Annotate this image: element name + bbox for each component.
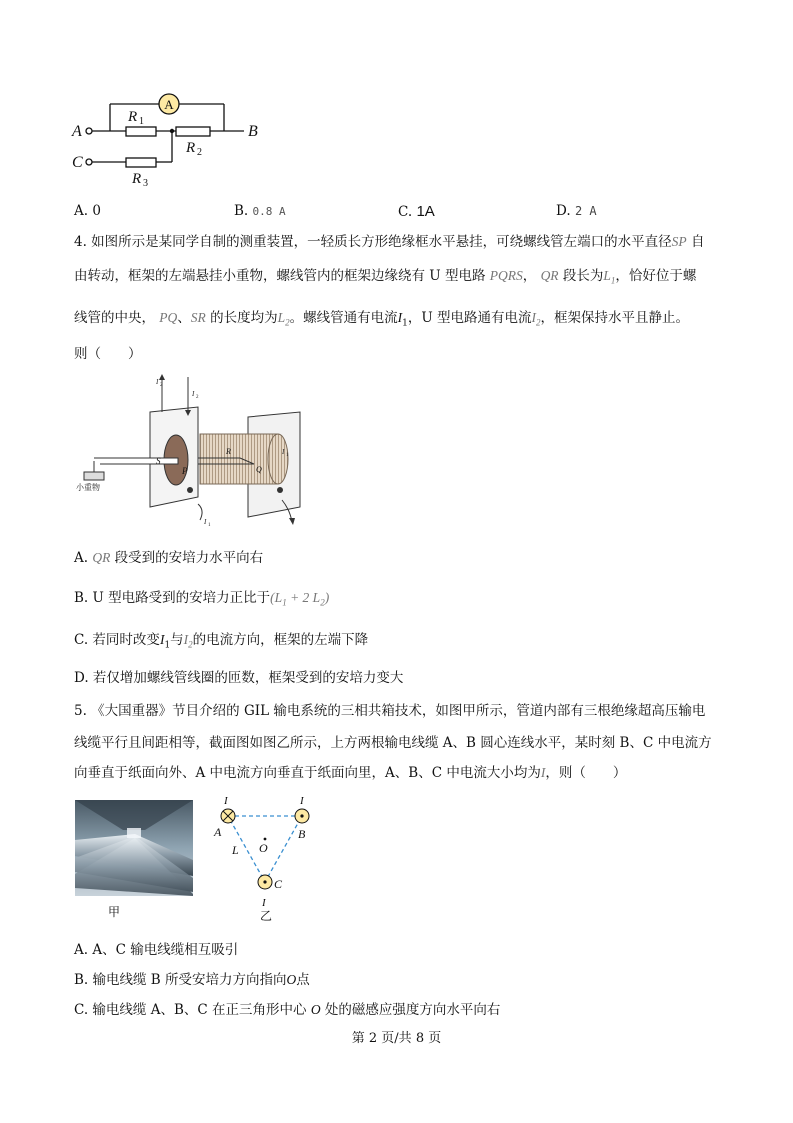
- label-ic: I: [262, 897, 266, 909]
- q4-option-c: C. 若同时改变$I_1$与$I_2$的电流方向，框架的左端下降: [74, 632, 369, 651]
- q4-stem-line2: 由转动，框架的左端悬挂小重物，螺线管内的框架边缘绕有 U 型电路 PQRS， QR 段长为$L_1$，恰好位于螺: [74, 268, 697, 286]
- page-footer: 第 2 页/共 8 页: [351, 1031, 442, 1046]
- photo-caption: 甲: [108, 905, 121, 919]
- svg-text:1: 1: [208, 523, 211, 528]
- fig-p: P: [182, 466, 188, 476]
- label-l: L: [232, 843, 239, 857]
- q5-stem-line3: 向垂直于纸面向外、A 中电流方向垂直于纸面向里，A、B、C 中电流大小均为I，则（ ）: [74, 765, 627, 781]
- r1-label: R: [128, 109, 138, 125]
- label-ia: I: [224, 796, 228, 807]
- svg-text:1: 1: [286, 453, 289, 458]
- q4-stem-line3: 线管的中央， PQ、SR 的长度均为$L_2$。螺线管通有电流$I_1$，U 型电路通有电流$I_2$，框架保持水平且静止。: [74, 310, 690, 329]
- q5-option-b: B. 输电线缆 B 所受安培力方向指向O点: [74, 972, 310, 988]
- r1-sub: 1: [139, 116, 144, 127]
- gil-tunnel-photo: [75, 800, 193, 896]
- solenoid-figure: [70, 372, 310, 532]
- label-c: C: [274, 877, 283, 891]
- fig-s: S: [156, 456, 161, 466]
- fig-i2-left: I: [156, 378, 159, 386]
- terminal-c-label: C: [72, 154, 83, 171]
- r3-label: R: [132, 171, 142, 187]
- q4-option-d: D. 若仅增加螺线管线圈的匝数，框架受到的安培力变大: [74, 670, 404, 686]
- label-a: A: [214, 825, 222, 839]
- r3-sub: 3: [143, 178, 148, 189]
- label-ib: I: [300, 796, 304, 807]
- r2-label: R: [186, 140, 196, 156]
- q4-stem-line4: 则（ ）: [74, 346, 142, 362]
- q5-stem-line2: 线缆平行且间距相等，截面图如图乙所示，上方两根输电线缆 A、B 圆心连线水平，某时刻 B、C 中电流方: [74, 735, 712, 751]
- svg-text:2: 2: [196, 395, 199, 400]
- label-b: B: [298, 827, 306, 841]
- q3-option-a: A. 0: [74, 203, 101, 219]
- diagram-caption: 乙: [260, 909, 273, 922]
- q4-option-a: A. QR 段受到的安培力水平向右: [74, 550, 264, 566]
- fig-i2-right: I: [192, 390, 195, 398]
- q3-option-d: D. 2 A: [556, 203, 597, 219]
- q5-option-c: C. 输电线缆 A、B、C 在正三角形中心 O 处的磁感应强度方向水平向右: [74, 1002, 501, 1018]
- q3-option-c: C. 1A: [398, 203, 435, 220]
- q5-option-a: A. A、C 输电线缆相互吸引: [74, 942, 239, 958]
- fig-i1-top: I: [282, 448, 285, 456]
- terminal-a-label: A: [72, 123, 82, 140]
- fig-weight: 小重物: [76, 483, 100, 492]
- terminal-b-label: B: [248, 123, 258, 140]
- label-o: O: [259, 841, 268, 855]
- q5-stem-line1: 5. 《大国重器》节目介绍的 GIL 输电系统的三相共箱技术，如图甲所示，管道内部有三根绝缘超高压输电: [74, 703, 706, 719]
- svg-text:2: 2: [160, 383, 163, 388]
- circuit-diagram: [66, 84, 266, 194]
- cable-cross-section: [210, 796, 322, 922]
- q4-stem-line1: 4. 如图所示是某同学自制的测重装置，一轻质长方形绝缘框水平悬挂，可绕螺线管左端口的水平直径SP 自: [74, 234, 705, 250]
- q3-option-b: B. 0.8 A: [234, 203, 286, 219]
- fig-i1-bottom: I: [204, 518, 207, 526]
- q4-option-b: B. U 型电路受到的安培力正比于($L_1 + 2$ $L_2$): [74, 590, 330, 608]
- fig-r: R: [226, 447, 231, 456]
- ammeter-label: A: [164, 97, 174, 112]
- fig-q: Q: [256, 465, 262, 474]
- r2-sub: 2: [197, 147, 202, 158]
